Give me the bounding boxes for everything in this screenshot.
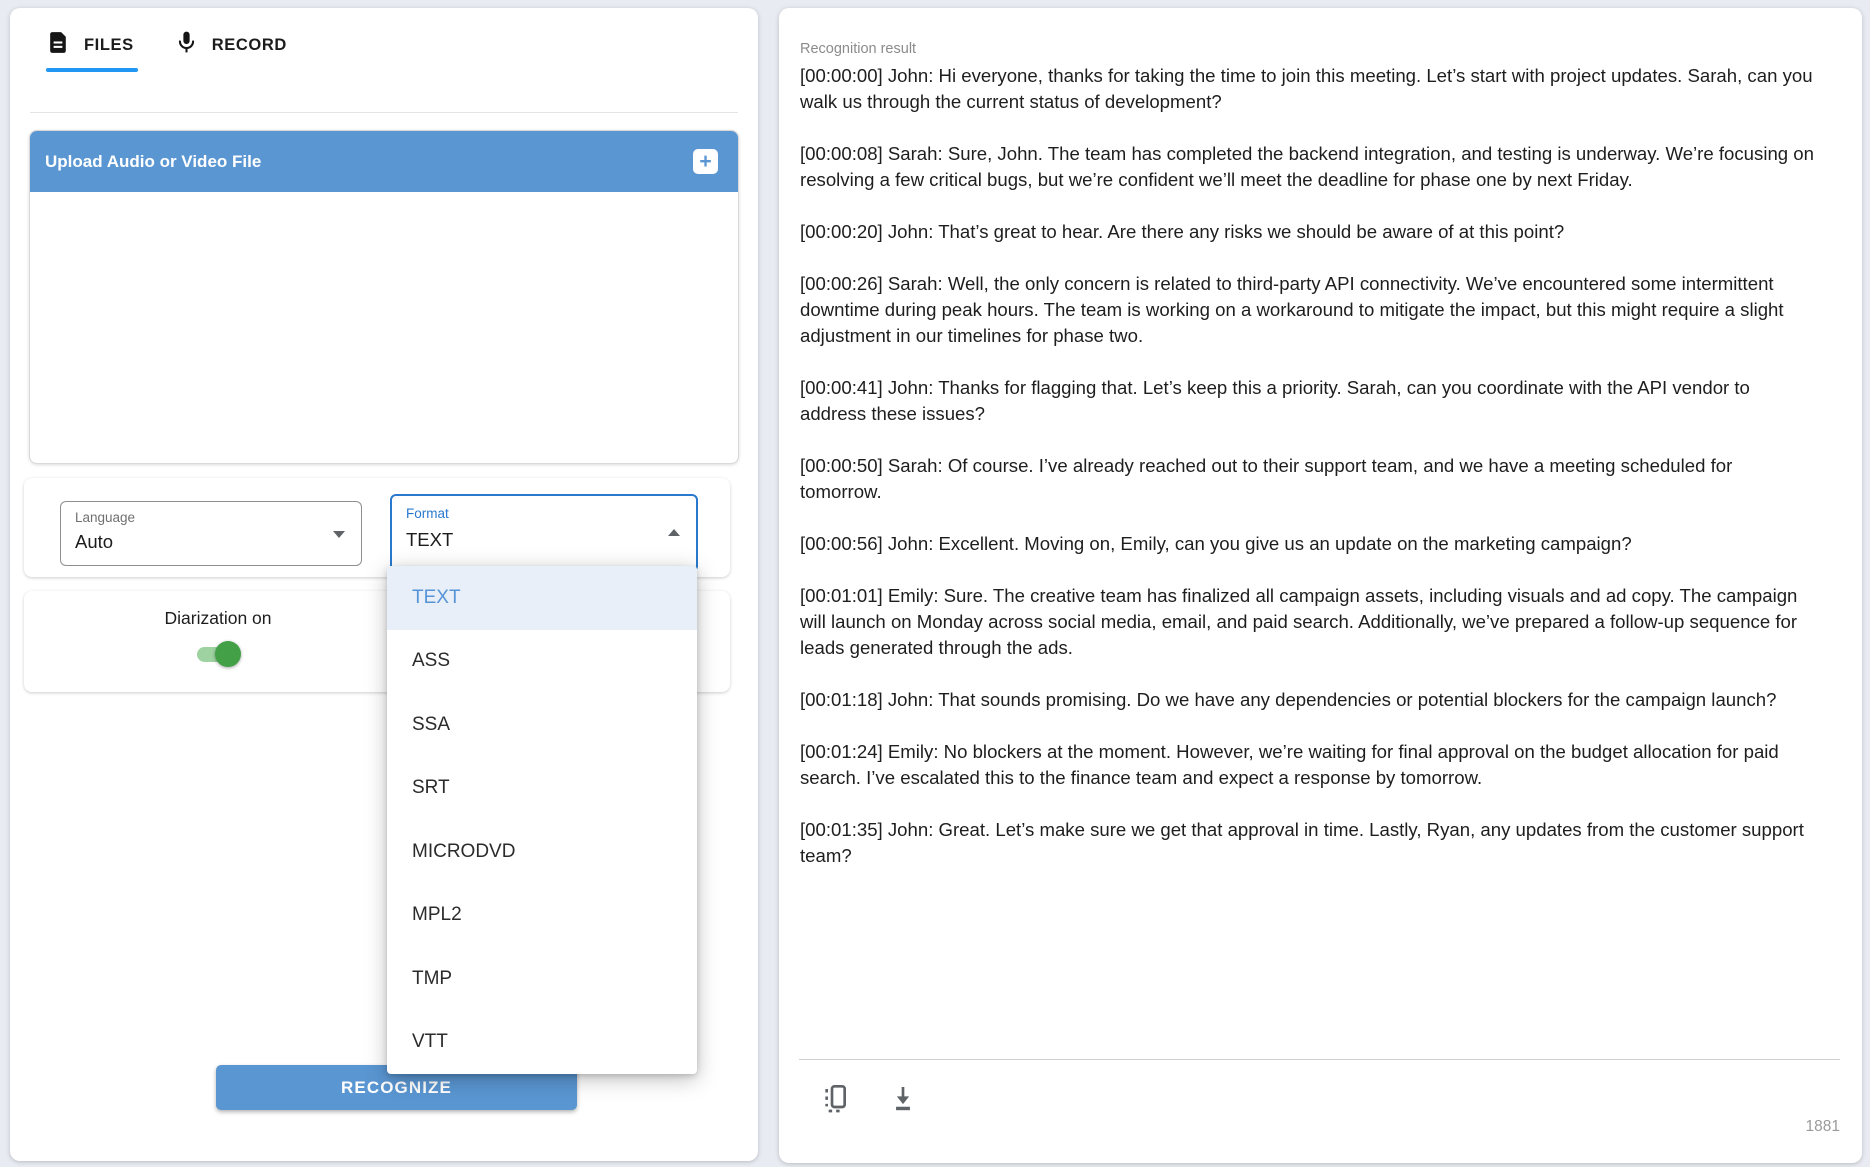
transcript-entry: [00:00:26] Sarah: Well, the only concern is related to third-party API connectivity. We’ve encountered some intermittent downtime during peak hours. The team is working on a workaround to mitigate the impact, but this might require a slight adjustment in our timelines for phase two.	[800, 273, 1784, 346]
caret-up-icon	[668, 529, 680, 536]
tab-record[interactable]	[174, 30, 287, 60]
format-option[interactable]	[387, 820, 697, 884]
tab-files[interactable]	[46, 30, 134, 60]
format-select-label: Format	[406, 506, 449, 521]
format-select-value: TEXT	[406, 529, 454, 550]
format-select[interactable]	[390, 494, 698, 572]
transcript-entry: [00:00:00] John: Hi everyone, thanks for taking the time to join this meeting. Let’s start with project updates. Sarah, can you walk us through the current status of development?	[800, 65, 1813, 112]
result-header: Recognition result	[800, 41, 917, 57]
format-option-label: MPL2	[412, 904, 462, 926]
character-count: 1881	[1805, 1118, 1840, 1135]
transcript-entry: [00:01:18] John: That sounds promising. Do we have any dependencies or potential blockers for the campaign launch?	[800, 689, 1777, 710]
transcript-entry: [00:00:56] John: Excellent. Moving on, Emily, can you give us an update on the marketing campaign?	[800, 533, 1632, 554]
upload-empty-area[interactable]	[30, 192, 738, 461]
divider	[30, 112, 738, 113]
transcript-entry: [00:00:50] Sarah: Of course. I’ve already reached out to their support team, and we have a meeting scheduled for tomorrow.	[800, 455, 1733, 502]
transcript-entry: [00:01:35] John: Great. Let’s make sure we get that approval in time. Lastly, Ryan, any updates from the customer support team?	[800, 819, 1804, 866]
format-option-label: MICRODVD	[412, 840, 516, 862]
format-options-menu	[387, 566, 697, 1074]
transcript-entry: [00:01:24] Emily: No blockers at the moment. However, we’re waiting for final approval on the budget allocation for paid search. I’ve escalated this to the finance team and expect a response by tomorrow.	[800, 741, 1779, 788]
diarization-label: Diarization on	[164, 608, 272, 628]
language-select-value: Auto	[75, 531, 114, 552]
options-card	[24, 478, 730, 577]
source-tabs	[46, 30, 287, 60]
active-tab-indicator	[46, 68, 138, 72]
recognize-button[interactable]: RECOGNIZE	[216, 1065, 577, 1110]
format-option[interactable]	[387, 757, 697, 821]
format-option[interactable]	[387, 884, 697, 948]
transcript-entry: [00:00:20] John: That’s great to hear. Are there any risks we should be aware of at this point?	[800, 221, 1565, 242]
diarization-control	[30, 591, 406, 672]
format-option[interactable]	[387, 1011, 697, 1075]
upload-header	[30, 131, 738, 192]
format-option-label: TMP	[412, 967, 453, 989]
transcript-entry: [00:00:08] Sarah: Sure, John. The team has completed the backend integration, and testing is underway. We’re focusing on resolving a few critical bugs, but we’re confident we’ll meet the deadline for phase one by next Friday.	[800, 143, 1814, 190]
upload-dropzone[interactable]	[29, 130, 739, 464]
download-icon	[887, 1083, 919, 1120]
download-button[interactable]	[886, 1084, 920, 1118]
microphone-icon	[174, 30, 199, 60]
format-option-label: SRT	[412, 777, 450, 799]
caret-down-icon	[333, 531, 345, 538]
format-option[interactable]	[387, 693, 697, 757]
format-option-label: SSA	[412, 713, 451, 735]
tab-record-label: RECORD	[211, 35, 287, 54]
result-toolbar	[819, 1084, 920, 1118]
format-option[interactable]	[387, 630, 697, 694]
divider	[799, 1059, 1840, 1060]
language-select[interactable]	[60, 501, 362, 566]
format-option-label: VTT	[412, 1031, 448, 1053]
format-option-label: ASS	[412, 650, 451, 672]
format-option[interactable]	[387, 566, 697, 630]
transcript-entry: [00:00:41] John: Thanks for flagging that. Let’s keep this a priority. Sarah, can you coordinate with the API vendor to address these issues?	[800, 377, 1750, 424]
diarization-toggle[interactable]	[195, 641, 241, 667]
result-panel	[779, 8, 1862, 1163]
transcript-entry: [00:01:01] Emily: Sure. The creative team has finalized all campaign assets, including visuals and ad copy. The campaign will launch on Monday across social media, email, and paid search. Additionally, we’ve prepared a follow-up sequence for leads generated through the ads.	[800, 585, 1798, 658]
add-file-button[interactable]: +	[693, 149, 718, 174]
tab-files-label: FILES	[84, 35, 134, 54]
copy-icon	[820, 1083, 852, 1120]
format-option-label: TEXT	[412, 586, 461, 608]
toggle-thumb	[215, 641, 241, 667]
copy-button[interactable]	[819, 1084, 853, 1118]
transcript	[800, 63, 1817, 895]
language-select-label: Language	[75, 510, 136, 525]
format-option[interactable]	[387, 947, 697, 1011]
document-icon	[46, 30, 71, 60]
upload-title: Upload Audio or Video File	[45, 151, 262, 171]
